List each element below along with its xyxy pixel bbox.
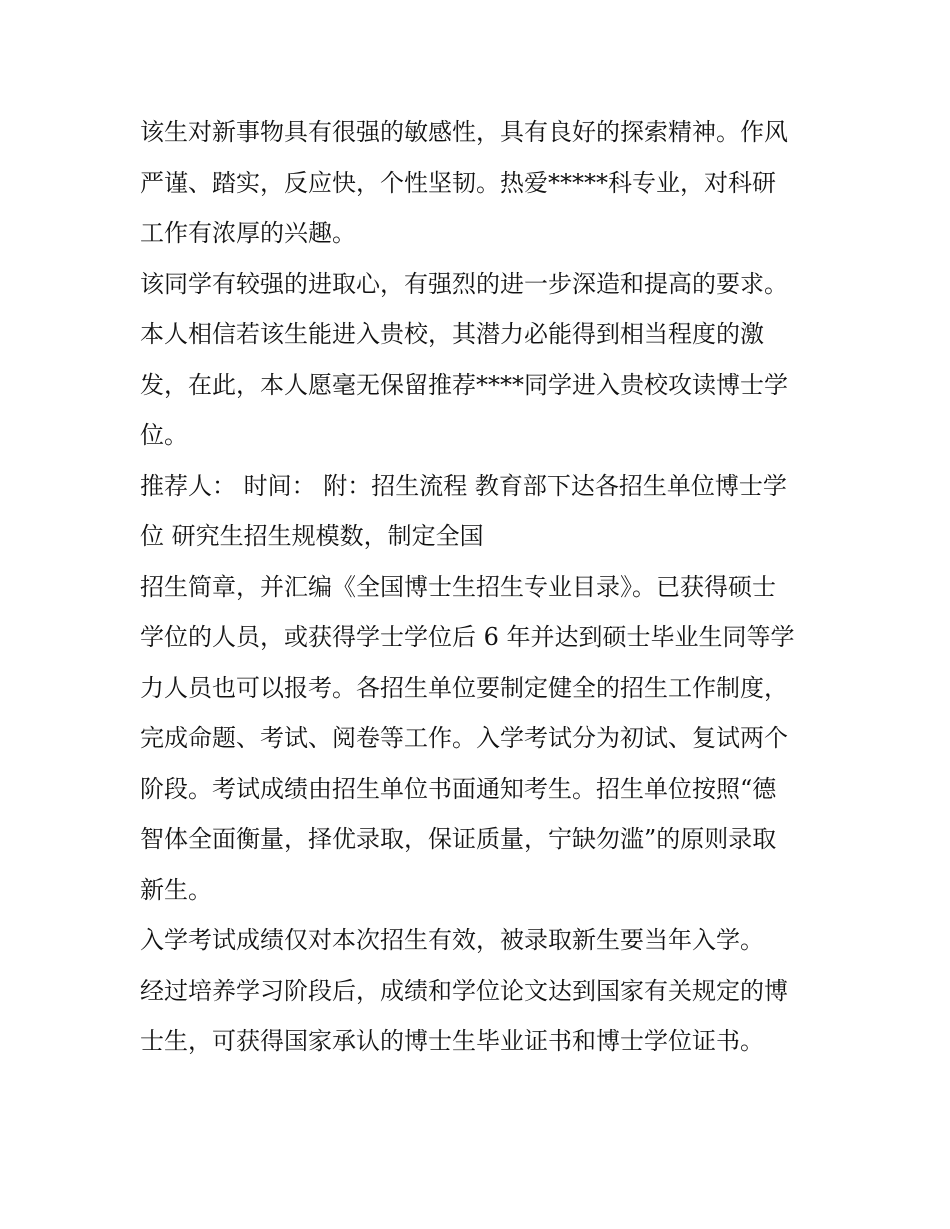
text-line: 该同学有较强的进取心，有强烈的进一步深造和提高的要求。	[140, 269, 788, 298]
text-line: 力人员也可以报考。各招生单位要制定健全的招生工作制度，	[140, 673, 788, 702]
text-line: 发，在此，本人愿毫无保留推荐****同学进入贵校攻读博士学	[140, 370, 788, 399]
text-line: 士生，可获得国家承认的博士生毕业证书和博士学位证书。	[140, 1027, 764, 1055]
paragraph-student-traits	[140, 107, 818, 259]
text-line: 入学考试成绩仅对本次招生有效，被录取新生要当年入学。	[140, 926, 764, 954]
text-line: 阶段。考试成绩由招生单位书面通知考生。招生单位按照“德	[140, 774, 777, 803]
text-line: 位 研究生招生规模数，制定全国	[140, 522, 484, 550]
text-line: 位。	[140, 421, 188, 449]
paragraph-signature-appendix	[140, 461, 818, 562]
document-body	[140, 107, 818, 1067]
paragraph-admission-process	[140, 562, 818, 916]
text-line: 本人相信若该生能进入贵校，其潜力必能得到相当程度的激	[140, 320, 764, 348]
text-line: 智体全面衡量，择优录取，保证质量，宁缺勿滥”的原则录取	[140, 825, 777, 853]
text-line: 严谨、踏实，反应快，个性坚韧。热爱*****科专业，对科研	[140, 168, 776, 197]
paragraph-recommendation	[140, 259, 818, 461]
text-line: 完成命题、考试、阅卷等工作。入学考试分为初试、复试两个	[140, 724, 788, 752]
text-line: 经过培养学习阶段后，成绩和学位论文达到国家有关规定的博	[140, 976, 788, 1005]
text-line: 新生。	[140, 875, 212, 904]
paragraph-exam-validity	[140, 915, 818, 966]
paragraph-graduation	[140, 966, 818, 1067]
text-line: 工作有浓厚的兴趣。	[140, 219, 356, 247]
text-line: 学位的人员，或获得学士学位后 6 年并达到硕士毕业生同等学	[140, 623, 795, 651]
text-line: 该生对新事物具有很强的敏感性，具有良好的探索精神。作风	[140, 118, 788, 146]
text-line: 招生简章，并汇编《全国博士生招生专业目录》。已获得硕士	[140, 572, 776, 601]
text-line: 推荐人： 时间： 附：招生流程 教育部下达各招生单位博士学	[140, 471, 787, 500]
